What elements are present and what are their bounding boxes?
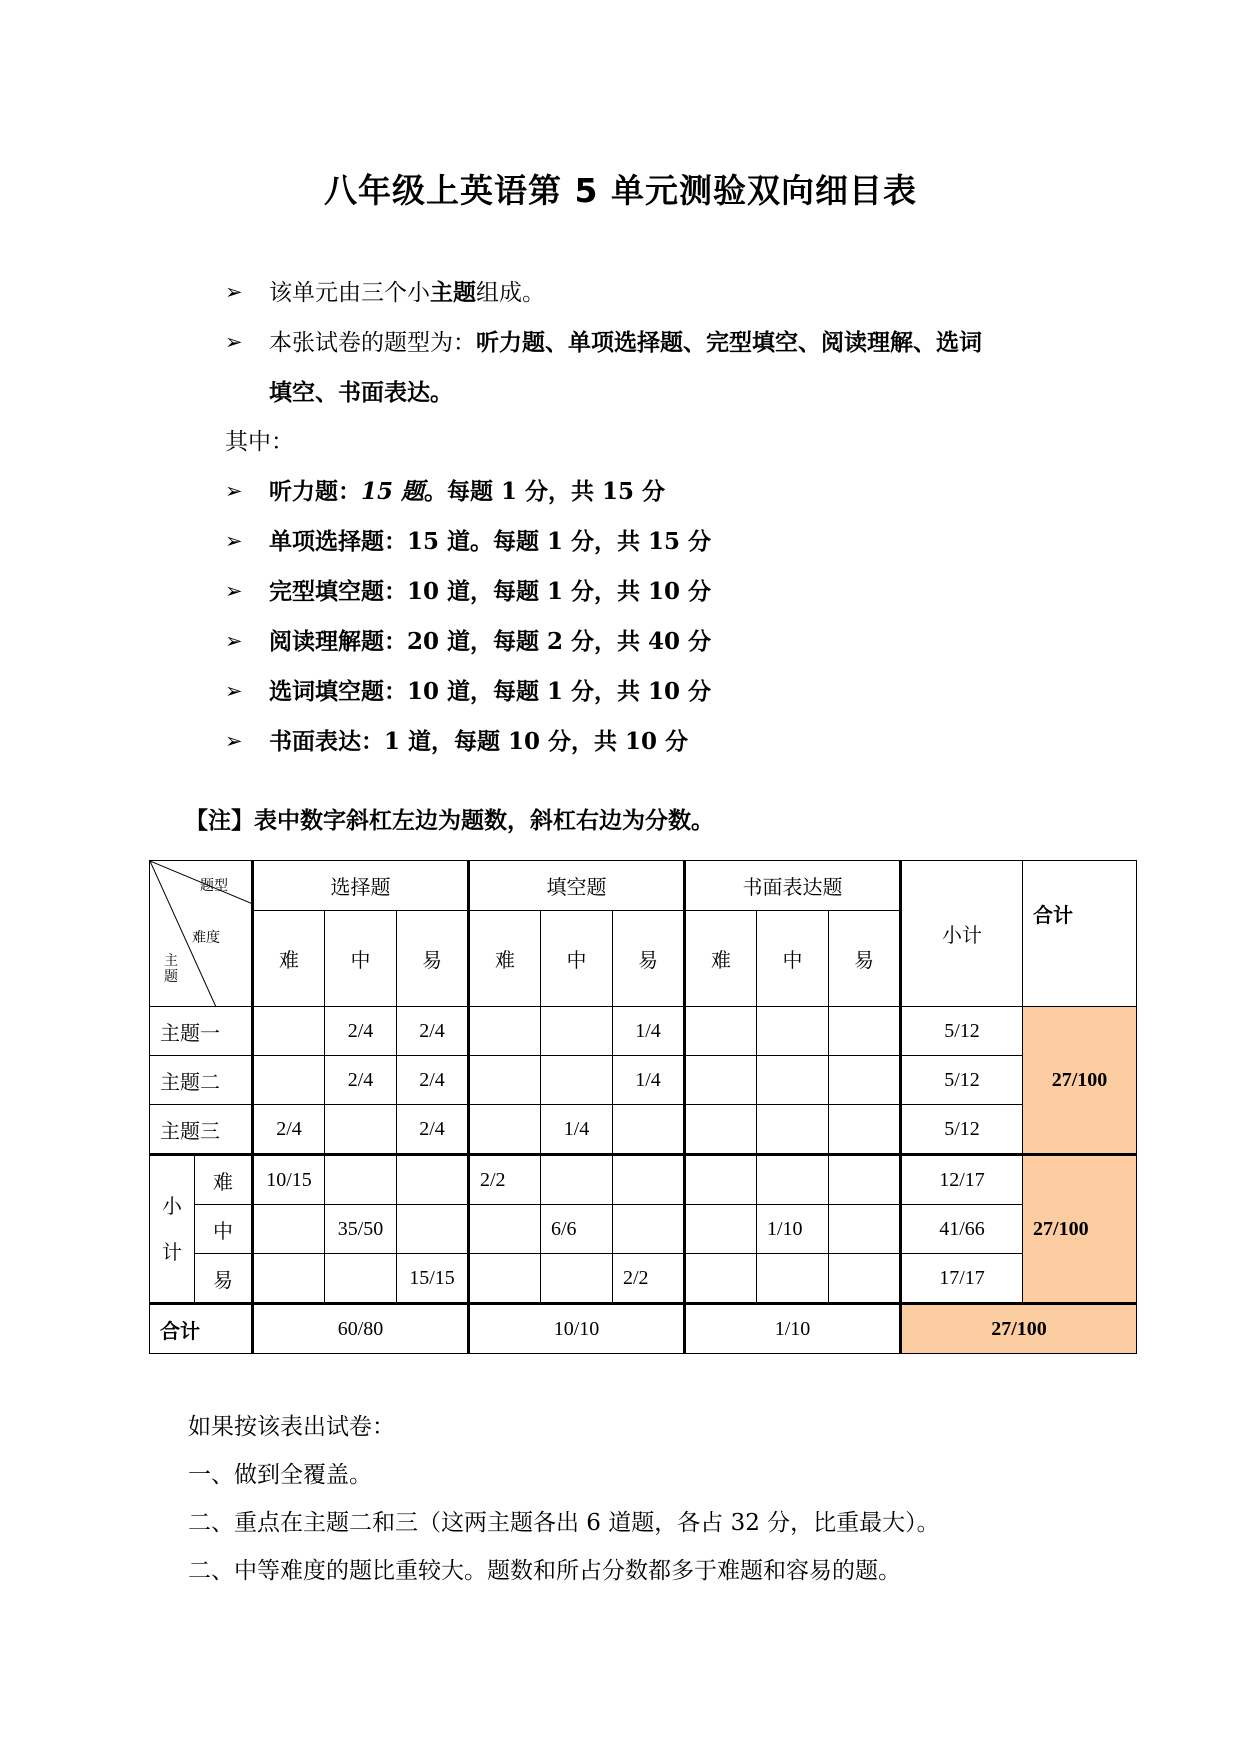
table-cell <box>253 1254 325 1304</box>
level-header: 难 <box>469 911 541 1007</box>
corner-difficulty-label: 难度 <box>192 930 220 946</box>
table-cell: 2/2 <box>613 1254 685 1304</box>
row-label: 难 <box>195 1155 253 1205</box>
table-row <box>150 1205 1137 1254</box>
table-cell <box>253 1205 325 1254</box>
table-cell: 10/15 <box>253 1155 325 1205</box>
table-cell: 1/4 <box>613 1007 685 1056</box>
table-cell: 1/4 <box>541 1105 613 1155</box>
bullet-listening <box>225 467 1085 517</box>
table-cell <box>757 1105 829 1155</box>
table-cell <box>541 1155 613 1205</box>
arrow-bullet-icon: ➢ <box>225 479 243 503</box>
bullet-item <box>225 667 1085 717</box>
table-cell: 2/4 <box>397 1105 469 1155</box>
table-cell: 2/4 <box>253 1105 325 1155</box>
table-cell <box>685 1155 757 1205</box>
group-header-fill: 填空题 <box>469 861 685 911</box>
table-cell <box>685 1254 757 1304</box>
bullet-item <box>225 717 1085 767</box>
level-subtotal-text: 小计 <box>162 1193 182 1264</box>
bullet-bold: 主题 <box>430 279 476 306</box>
table-cell <box>829 1105 901 1155</box>
subtotal-cell: 5/12 <box>901 1007 1023 1056</box>
level-header: 易 <box>613 911 685 1007</box>
row-label: 易 <box>195 1254 253 1304</box>
table-cell <box>253 1007 325 1056</box>
bullet-item <box>225 567 1085 617</box>
level-header: 难 <box>253 911 325 1007</box>
table-cell: 2/4 <box>325 1056 397 1105</box>
arrow-bullet-icon: ➢ <box>225 729 243 753</box>
table-cell <box>685 1205 757 1254</box>
table-cell <box>757 1007 829 1056</box>
table-cell: 2/4 <box>397 1007 469 1056</box>
footer-notes <box>188 1403 1088 1595</box>
table-cell <box>829 1056 901 1105</box>
bullet-topics <box>225 268 1085 318</box>
table-cell <box>829 1007 901 1056</box>
arrow-bullet-icon: ➢ <box>225 330 243 354</box>
corner-header-cell <box>150 861 253 1007</box>
table-cell <box>469 1056 541 1105</box>
table-cell <box>253 1056 325 1105</box>
listening-count: 15 题 <box>361 478 425 505</box>
table-cell <box>541 1056 613 1105</box>
bullet-question-types <box>225 318 1085 418</box>
footer-line: 二、重点在主题二和三（这两主题各出 6 道题，各占 32 分，比重最大）。 <box>188 1510 940 1536</box>
table-cell: 1/4 <box>613 1056 685 1105</box>
bullet-item <box>225 517 1085 567</box>
row-label: 主题三 <box>150 1105 253 1155</box>
table-cell <box>757 1254 829 1304</box>
table-cell <box>397 1155 469 1205</box>
corner-type-label: 题型 <box>200 878 228 894</box>
table-cell: 15/15 <box>397 1254 469 1304</box>
subtotal-cell: 41/66 <box>901 1205 1023 1254</box>
table-cell: 35/50 <box>325 1205 397 1254</box>
subtotal-cell: 17/17 <box>901 1254 1023 1304</box>
table-cell <box>613 1155 685 1205</box>
table-row <box>150 1105 1137 1155</box>
bottom-group-total: 1/10 <box>685 1304 901 1354</box>
topic-total-cell: 27/100 <box>1023 1007 1137 1155</box>
group-header-writing: 书面表达题 <box>685 861 901 911</box>
footer-line: 如果按该表出试卷： <box>188 1414 395 1440</box>
level-header: 难 <box>685 911 757 1007</box>
table-cell <box>325 1155 397 1205</box>
table-cell <box>829 1254 901 1304</box>
subtotal-cell: 5/12 <box>901 1105 1023 1155</box>
bullet-bold: 听力题、单项选择题、完型填空、阅读理解、选词 <box>476 329 982 356</box>
table-cell <box>613 1205 685 1254</box>
bullet-text: 该单元由三个小 <box>269 280 430 306</box>
arrow-bullet-icon: ➢ <box>225 529 243 553</box>
bullet-bold: 填空、书面表达。 <box>269 379 453 406</box>
footer-line: 二、中等难度的题比重较大。题数和所占分数都多于难题和容易的题。 <box>188 1558 901 1584</box>
total-header: 合计 <box>1023 861 1137 1007</box>
bottom-total-label: 合计 <box>150 1304 253 1354</box>
row-label: 中 <box>195 1205 253 1254</box>
level-header: 中 <box>757 911 829 1007</box>
bullet-item <box>225 617 1085 667</box>
row-label: 主题一 <box>150 1007 253 1056</box>
table-cell <box>469 1105 541 1155</box>
table-cell <box>541 1254 613 1304</box>
table-cell <box>829 1205 901 1254</box>
table-cell: 6/6 <box>541 1205 613 1254</box>
level-header: 易 <box>829 911 901 1007</box>
table-cell: 1/10 <box>757 1205 829 1254</box>
level-header: 易 <box>397 911 469 1007</box>
table-cell <box>685 1056 757 1105</box>
subtotal-header: 小计 <box>901 861 1023 1007</box>
table-cell <box>469 1254 541 1304</box>
table-cell <box>685 1007 757 1056</box>
table-cell <box>685 1105 757 1155</box>
bullet-item-text: 书面表达：1 道，每题 10 分，共 10 分 <box>269 728 689 755</box>
row-label: 主题二 <box>150 1056 253 1105</box>
arrow-bullet-icon: ➢ <box>225 679 243 703</box>
table-row <box>150 1007 1137 1056</box>
bullet-text: 本张试卷的题型为： <box>269 330 476 356</box>
level-subtotal-label <box>150 1155 195 1304</box>
table-cell: 2/2 <box>469 1155 541 1205</box>
table-cell <box>469 1205 541 1254</box>
table-row <box>150 1155 1137 1205</box>
detail-table <box>149 860 1137 1354</box>
listening-rest: 。每题 1 分，共 15 分 <box>424 478 666 505</box>
arrow-bullet-icon: ➢ <box>225 280 243 304</box>
table-cell <box>757 1155 829 1205</box>
level-header: 中 <box>325 911 397 1007</box>
grand-total-cell: 27/100 <box>901 1304 1137 1354</box>
subtotal-cell: 5/12 <box>901 1056 1023 1105</box>
table-cell <box>325 1105 397 1155</box>
table-cell <box>397 1205 469 1254</box>
bullet-text: 组成。 <box>476 280 545 306</box>
table-cell: 2/4 <box>325 1007 397 1056</box>
page-title: 八年级上英语第 5 单元测验双向细目表 <box>324 171 917 210</box>
bottom-group-total: 60/80 <box>253 1304 469 1354</box>
table-cell <box>757 1056 829 1105</box>
arrow-bullet-icon: ➢ <box>225 579 243 603</box>
subtotal-cell: 12/17 <box>901 1155 1023 1205</box>
table-row <box>150 1056 1137 1105</box>
table-cell <box>829 1155 901 1205</box>
table-row-total <box>150 1304 1137 1354</box>
bullet-item-text: 选词填空题：10 道，每题 1 分，共 10 分 <box>269 678 712 705</box>
table-note: 【注】表中数字斜杠左边为题数，斜杠右边为分数。 <box>185 807 714 834</box>
arrow-bullet-icon: ➢ <box>225 629 243 653</box>
table-cell: 2/4 <box>397 1056 469 1105</box>
bullet-item-text: 阅读理解题：20 道，每题 2 分，共 40 分 <box>269 628 712 655</box>
listening-label: 听力题： <box>269 478 361 505</box>
group-header-choice: 选择题 <box>253 861 469 911</box>
level-header: 中 <box>541 911 613 1007</box>
corner-topic-label: 主题 <box>164 953 178 985</box>
bullet-item-text: 完型填空题：10 道，每题 1 分，共 10 分 <box>269 578 712 605</box>
qizhong-label: 其中： <box>225 429 294 455</box>
bottom-group-total: 10/10 <box>469 1304 685 1354</box>
table-cell <box>541 1007 613 1056</box>
level-total-cell: 27/100 <box>1023 1155 1137 1304</box>
bullet-item-text: 单项选择题：15 道。每题 1 分，共 15 分 <box>269 528 712 555</box>
table-row <box>150 1254 1137 1304</box>
intro-bullets <box>225 268 1085 767</box>
footer-line: 一、做到全覆盖。 <box>188 1462 372 1488</box>
table-cell <box>325 1254 397 1304</box>
table-cell <box>613 1105 685 1155</box>
table-cell <box>469 1007 541 1056</box>
